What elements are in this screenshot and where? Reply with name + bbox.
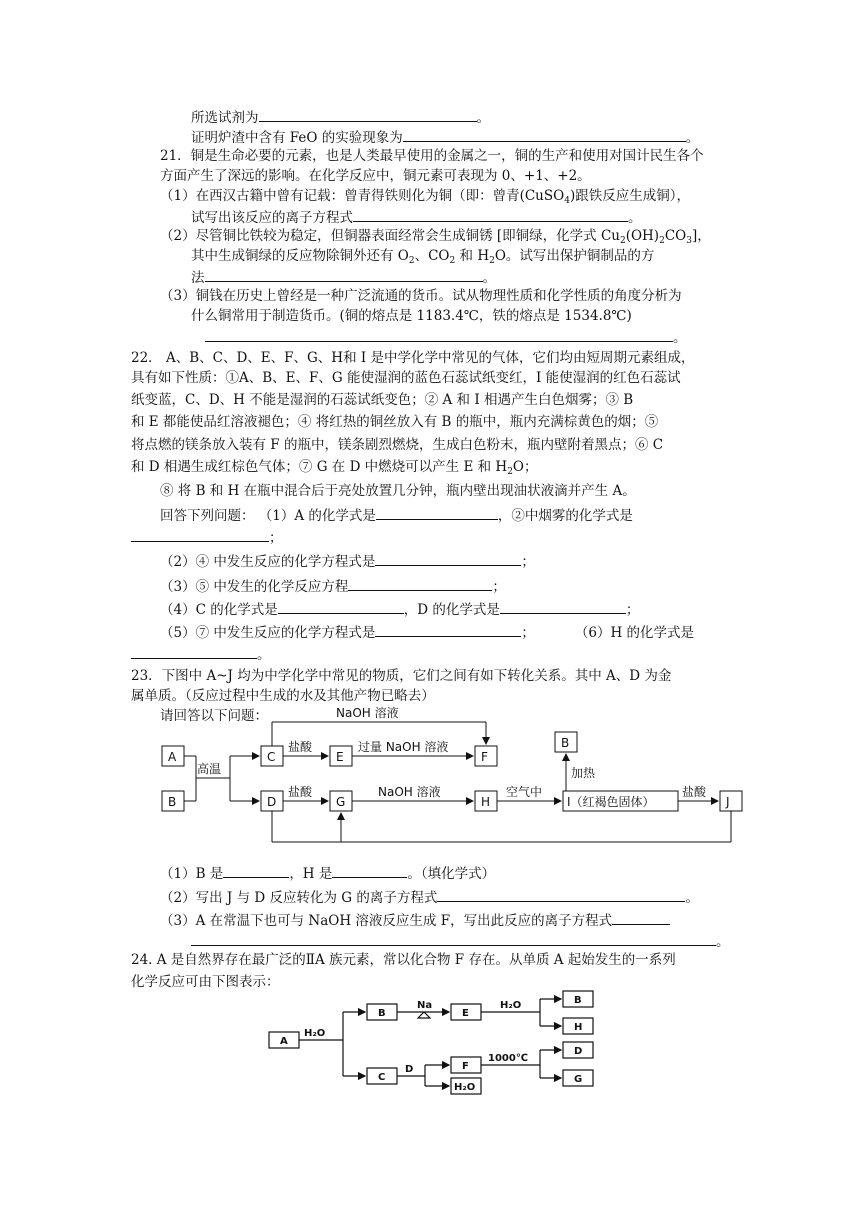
q21-intro-2: 方面产生了深远的影响。在化学反应中，铜元素可表现为 0、+1、+2。 <box>160 168 591 184</box>
answer-blank[interactable] <box>403 127 686 142</box>
box-label: J <box>726 795 730 809</box>
text: O； <box>512 459 538 475</box>
reagent-line: 所选试剂为 。 <box>191 107 490 127</box>
box-label: B <box>561 736 570 750</box>
answer-blank[interactable] <box>332 863 407 878</box>
box-label: I（红褐色固体） <box>567 795 655 809</box>
q21-p2-a-text: （2）尽管铜比铁较为稳定，但铜器表面经常会生成铜锈 [即铜绿，化学式 Cu <box>160 228 620 244</box>
box-j <box>720 791 742 811</box>
subscript: 2 <box>489 256 495 266</box>
q24-l1: 24. A 是自然界存在最广泛的ⅡA 族元素，常以化合物 F 存在。从单质 A 起始发生的一系列 <box>131 952 676 968</box>
q23-l1: 23．下图中 A~J 均为中学化学中常见的物质，它们之间有如下转化关系。其中 A、D 为金 <box>131 668 672 684</box>
box-label: B <box>574 995 582 1006</box>
diagram-label: NaOH 溶液 <box>336 706 399 720</box>
text: 和 D 相遇生成红棕色气体；⑦ G 在 D 中燃烧可以产生 E 和 H <box>131 459 508 475</box>
answer-blank[interactable] <box>353 207 628 222</box>
text: ，D 的化学式是 <box>403 602 500 618</box>
formula-part: (OH) <box>625 228 660 244</box>
text: O。试写出保护铜制品的方 <box>494 248 655 264</box>
answer-blank[interactable] <box>223 863 289 878</box>
subscript: 2 <box>659 236 665 246</box>
answer-blank[interactable] <box>131 644 257 659</box>
q23-q3 <box>160 910 670 930</box>
q21-p3-b: 什么铜常用于制造货币。(铜的熔点是 1183.4℃，铁的熔点是 1534.8℃) <box>191 308 632 324</box>
diagram-label: 过量 NaOH 溶液 <box>358 740 449 754</box>
q23-l2: 属单质。（反应过程中生成的水及其他产物已略去） <box>131 688 435 704</box>
feo-label: 证明炉渣中含有 FeO 的实验现象为 <box>191 130 403 146</box>
box-label: C <box>267 750 276 764</box>
answer-blank[interactable] <box>205 267 483 282</box>
box-label: D <box>574 1046 583 1057</box>
q22-l7: ⑧ 将 B 和 H 在瓶中混合后于亮处放置几分钟，瓶内壁出现油状液滴并产生 A。 <box>160 483 636 499</box>
answer-blank[interactable] <box>500 599 626 614</box>
q22-l10: （2）④ 中发生反应的化学方程式是 ； <box>160 551 535 571</box>
text: ，②中烟雾的化学式是 <box>497 508 633 524</box>
box-label: E <box>336 750 344 764</box>
diagram-label: D <box>405 1064 414 1075</box>
text: （3）⑤ 中发生的化学反应方程 <box>160 579 349 595</box>
diagram-label: 盐酸 <box>288 740 313 754</box>
subscript: 3 <box>686 236 692 246</box>
diagram-label: 盐酸 <box>682 785 707 799</box>
q22-l13: （5）⑦ 中发生反应的化学方程式是 ； （6）H 的化学式是 <box>160 622 694 642</box>
q22-l11: （3）⑤ 中发生的化学反应方程 ； <box>160 576 506 596</box>
box-label: B <box>378 1008 386 1019</box>
box-label: B <box>168 795 177 809</box>
diagram-label: 高温 <box>197 762 222 776</box>
q24-reaction-diagram <box>0 990 860 1100</box>
subscript: 2 <box>408 256 415 266</box>
answer-blank[interactable] <box>278 599 404 614</box>
text: ，H 是 <box>289 866 333 882</box>
diagram-label: 1000℃ <box>488 1053 528 1064</box>
text: （2）④ 中发生反应的化学方程式是 <box>160 554 376 570</box>
box-label: H <box>481 795 491 809</box>
q21-p2-c: 法 。 <box>191 267 496 287</box>
text: 。（填化学式） <box>407 866 496 882</box>
subscript: 2 <box>619 236 626 246</box>
q22-l2: 具有如下性质：①A、B、E、F、G 能使湿润的蓝色石蕊试纸变红，I 能使湿润的红色石蕊试 <box>131 370 681 386</box>
diagram-label: 盐酸 <box>288 785 313 799</box>
text: （6）H 的化学式是 <box>574 625 695 641</box>
q23-q1 <box>160 863 495 883</box>
formula-part: CO <box>664 228 687 244</box>
q24-l2: 化学反应可由下图表示： <box>131 974 280 990</box>
answer-blank[interactable] <box>348 576 492 591</box>
q22-l9: ； <box>131 527 283 547</box>
answer-blank[interactable] <box>376 505 498 520</box>
box-label: E <box>462 1008 469 1019</box>
heat-triangle-icon <box>418 1012 430 1018</box>
box-label: G <box>336 795 346 809</box>
text: （2）写出 J 与 D 反应转化为 G 的离子方程式 <box>160 890 438 906</box>
diagram-label: NaOH 溶液 <box>378 785 441 799</box>
q21-p1-a-end: )跟铁反应生成铜）， <box>569 188 690 204</box>
text: （1）B 是 <box>160 866 224 882</box>
subscript: 2 <box>507 467 513 477</box>
box-label: F <box>462 1061 469 1072</box>
subscript: 4 <box>564 196 570 206</box>
q21-p3-a: （3）铜钱在历史上曾经是一种广泛流通的货币。试从物理性质和化学性质的角度分析为 <box>160 288 682 304</box>
text: 和 H <box>455 248 490 264</box>
q22-l3: 纸变蓝，C、D、H 不能是湿润的石蕊试纸变色；② A 和 I 相遇产生白色烟雾；③ B <box>131 392 634 408</box>
text: （4）C 的化学式是 <box>160 602 278 618</box>
answer-blank[interactable] <box>191 931 716 946</box>
answer-blank[interactable] <box>375 551 521 566</box>
q21-p1-a-text: （1）在西汉古籍中曾有记载：曾青得铁则化为铜（即：曾青(CuSO <box>160 188 565 204</box>
q22-l1: 22． A、B、C、D、E、F、G、H和 I 是中学化学中常见的气体，它们均由短周期元素组成， <box>131 350 695 366</box>
text: 、CO <box>414 248 450 264</box>
answer-blank[interactable] <box>259 107 477 122</box>
text: （3）A 在常温下也可与 NaOH 溶液反应生成 F，写出此反应的离子方程式 <box>160 913 613 929</box>
box-label: C <box>378 1072 386 1083</box>
text: 其中生成铜绿的反应物除铜外还有 O <box>191 248 409 264</box>
text: 法 <box>191 270 205 286</box>
q22-l8 <box>160 505 633 525</box>
box-label: D <box>267 795 277 809</box>
answer-blank[interactable] <box>612 910 670 925</box>
answer-blank[interactable] <box>205 327 673 342</box>
q21-p1-b: 试写出该反应的离子方程式 。 <box>191 207 642 227</box>
box-label: A <box>280 1036 288 1047</box>
diagram-label: H₂O <box>500 1000 522 1011</box>
feo-line: 证明炉渣中含有 FeO 的实验现象为 。 <box>191 127 699 147</box>
diagram-label: Na <box>417 1000 433 1011</box>
box-label: H₂O <box>454 1082 476 1093</box>
answer-blank[interactable] <box>437 887 685 902</box>
q21-p1-b-text: 试写出该反应的离子方程式 <box>191 210 353 226</box>
text: 回答下列问题： （1）A 的化学式是 <box>160 508 376 524</box>
q22-l14: 。 <box>131 644 271 664</box>
diagram-label: 加热 <box>571 766 596 780</box>
formula-part: ]， <box>691 228 711 244</box>
diagram-label: 空气中 <box>506 785 543 799</box>
q21-intro-1: 21．铜是生命必要的元素，也是人类最早使用的金属之一，铜的生产和使用对国计民生各个 <box>160 148 704 164</box>
q21-p3-blank: 。 <box>205 327 687 347</box>
q23-l3: 请回答以下问题： <box>160 708 268 724</box>
text: （5）⑦ 中发生反应的化学方程式是 <box>160 625 376 641</box>
q22-l5: 将点燃的镁条放入装有 F 的瓶中，镁条剧烈燃烧，生成白色粉末，瓶内壁附着黑点；⑥ C <box>131 437 664 453</box>
answer-blank[interactable] <box>131 527 269 542</box>
box-label: H <box>574 1022 583 1033</box>
diagram-label: H₂O <box>304 1028 326 1039</box>
q23-reaction-diagram <box>0 700 860 850</box>
q22-l6 <box>131 458 538 481</box>
box-label: F <box>481 750 488 764</box>
reagent-label: 所选试剂为 <box>191 110 259 126</box>
q23-q3-blank: 。 <box>191 931 730 951</box>
q22-l4: 和 E 都能使品红溶液褪色；④ 将红热的铜丝放入有 B 的瓶中，瓶内充满棕黄色的烟；⑤ <box>131 414 659 430</box>
subscript: 2 <box>449 256 456 266</box>
answer-blank[interactable] <box>375 622 521 637</box>
q22-l12: （4）C 的化学式是 ，D 的化学式是 ； <box>160 599 639 619</box>
box-label: G <box>574 1074 583 1085</box>
q23-q2: （2）写出 J 与 D 反应转化为 G 的离子方程式 。 <box>160 887 699 907</box>
box-label: A <box>168 750 177 764</box>
